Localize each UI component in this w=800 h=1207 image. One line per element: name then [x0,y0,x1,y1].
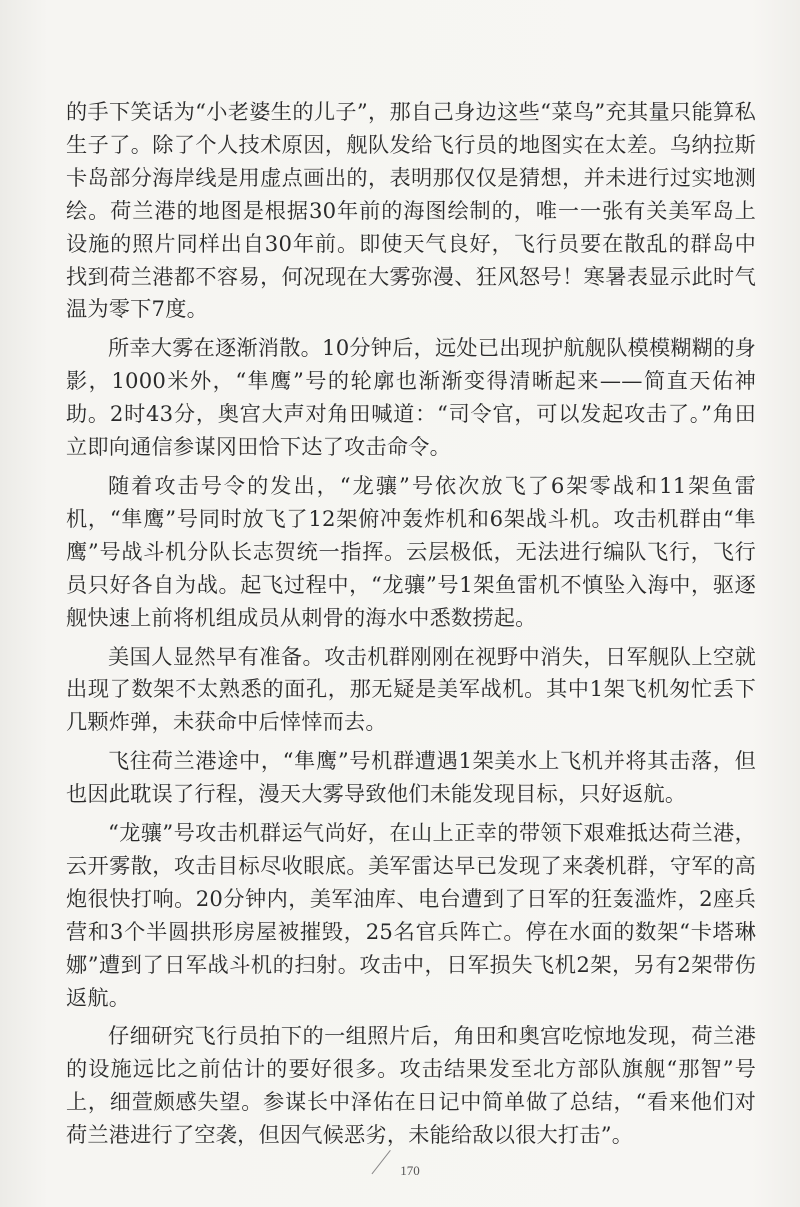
paragraph-5: 飞往荷兰港途中，“隼鹰”号机群遭遇1架美水上飞机并将其击落，但也因此耽误了行程，漫天大雾导致他们未能发现目标，只好返航。 [66,748,756,807]
paragraph-1: 的手下笑话为“小老婆生的儿子”，那自己身边这些“菜鸟”充其量只能算私生子了。除了个人技术原因，舰队发给飞行员的地图实在太差。乌纳拉斯卡岛部分海岸线是用虚点画出的，表明那仅仅是猜想，并未进行过实地测绘。荷兰港的地图是根据30年前的海图绘制的，唯一一张有关美军岛上设施的照片同样出自30年前。即使天气良好，飞行员要在散乱的群岛中找到荷兰港都不容易，何况现在大雾弥漫、狂风怒号！寒暑表显示此时气温为零下7度。 [66,99,756,322]
paragraph-2: 所幸大雾在逐渐消散。10分钟后，远处已出现护航舰队模模糊糊的身影，1000米外，“隼鹰”号的轮廓也渐渐变得清晰起来——简直天佑神助。2时43分，奥宫大声对角田喊道：“司令官，可以发起攻击了。”角田立即向通信参谋冈田恰下达了攻击命令。 [66,335,756,460]
paragraph-6: “龙骧”号攻击机群运气尚好，在山上正幸的带领下艰难抵达荷兰港，云开雾散，攻击目标尽收眼底。美军雷达早已发现了来袭机群，守军的高炮很快打响。20分钟内，美军油库、电台遭到了日军的狂轰滥炸，2座兵营和3个半圆拱形房屋被摧毁，25名官兵阵亡。停在水面的数架“卡塔琳娜”遭到了日军战斗机的扫射。攻击中，日军损失飞机2架，另有2架带伤返航。 [66,820,756,1010]
body-text [66,96,756,1158]
paragraph-7: 仔细研究飞行员拍下的一组照片后，角田和奥宫吃惊地发现，荷兰港的设施远比之前估计的要好很多。攻击结果发至北方部队旗舰“那智”号上，细萱颇感失望。参谋长中泽佑在日记中简单做了总结，“看来他们对荷兰港进行了空袭，但因气候恶劣，未能给敌以很大打击”。 [66,1023,756,1148]
paragraph-4: 美国人显然早有准备。攻击机群刚刚在视野中消失，日军舰队上空就出现了数架不太熟悉的面孔，那无疑是美军战机。其中1架飞机匆忙丢下几颗炸弹，未获命中后悻悻而去。 [66,643,756,735]
page-number: 170 [400,1163,420,1178]
paragraph-3: 随着攻击号令的发出，“龙骧”号依次放飞了6架零战和11架鱼雷机，“隼鹰”号同时放飞了12架俯冲轰炸机和6架战斗机。攻击机群由“隼鹰”号战斗机分队长志贺统一指挥。云层极低，无法进行编队飞行，飞行员只好各自为战。起飞过程中，“龙骧”号1架鱼雷机不慎坠入海中，驱逐舰快速上前将机组成员从刺骨的海水中悉数捞起。 [66,472,756,630]
